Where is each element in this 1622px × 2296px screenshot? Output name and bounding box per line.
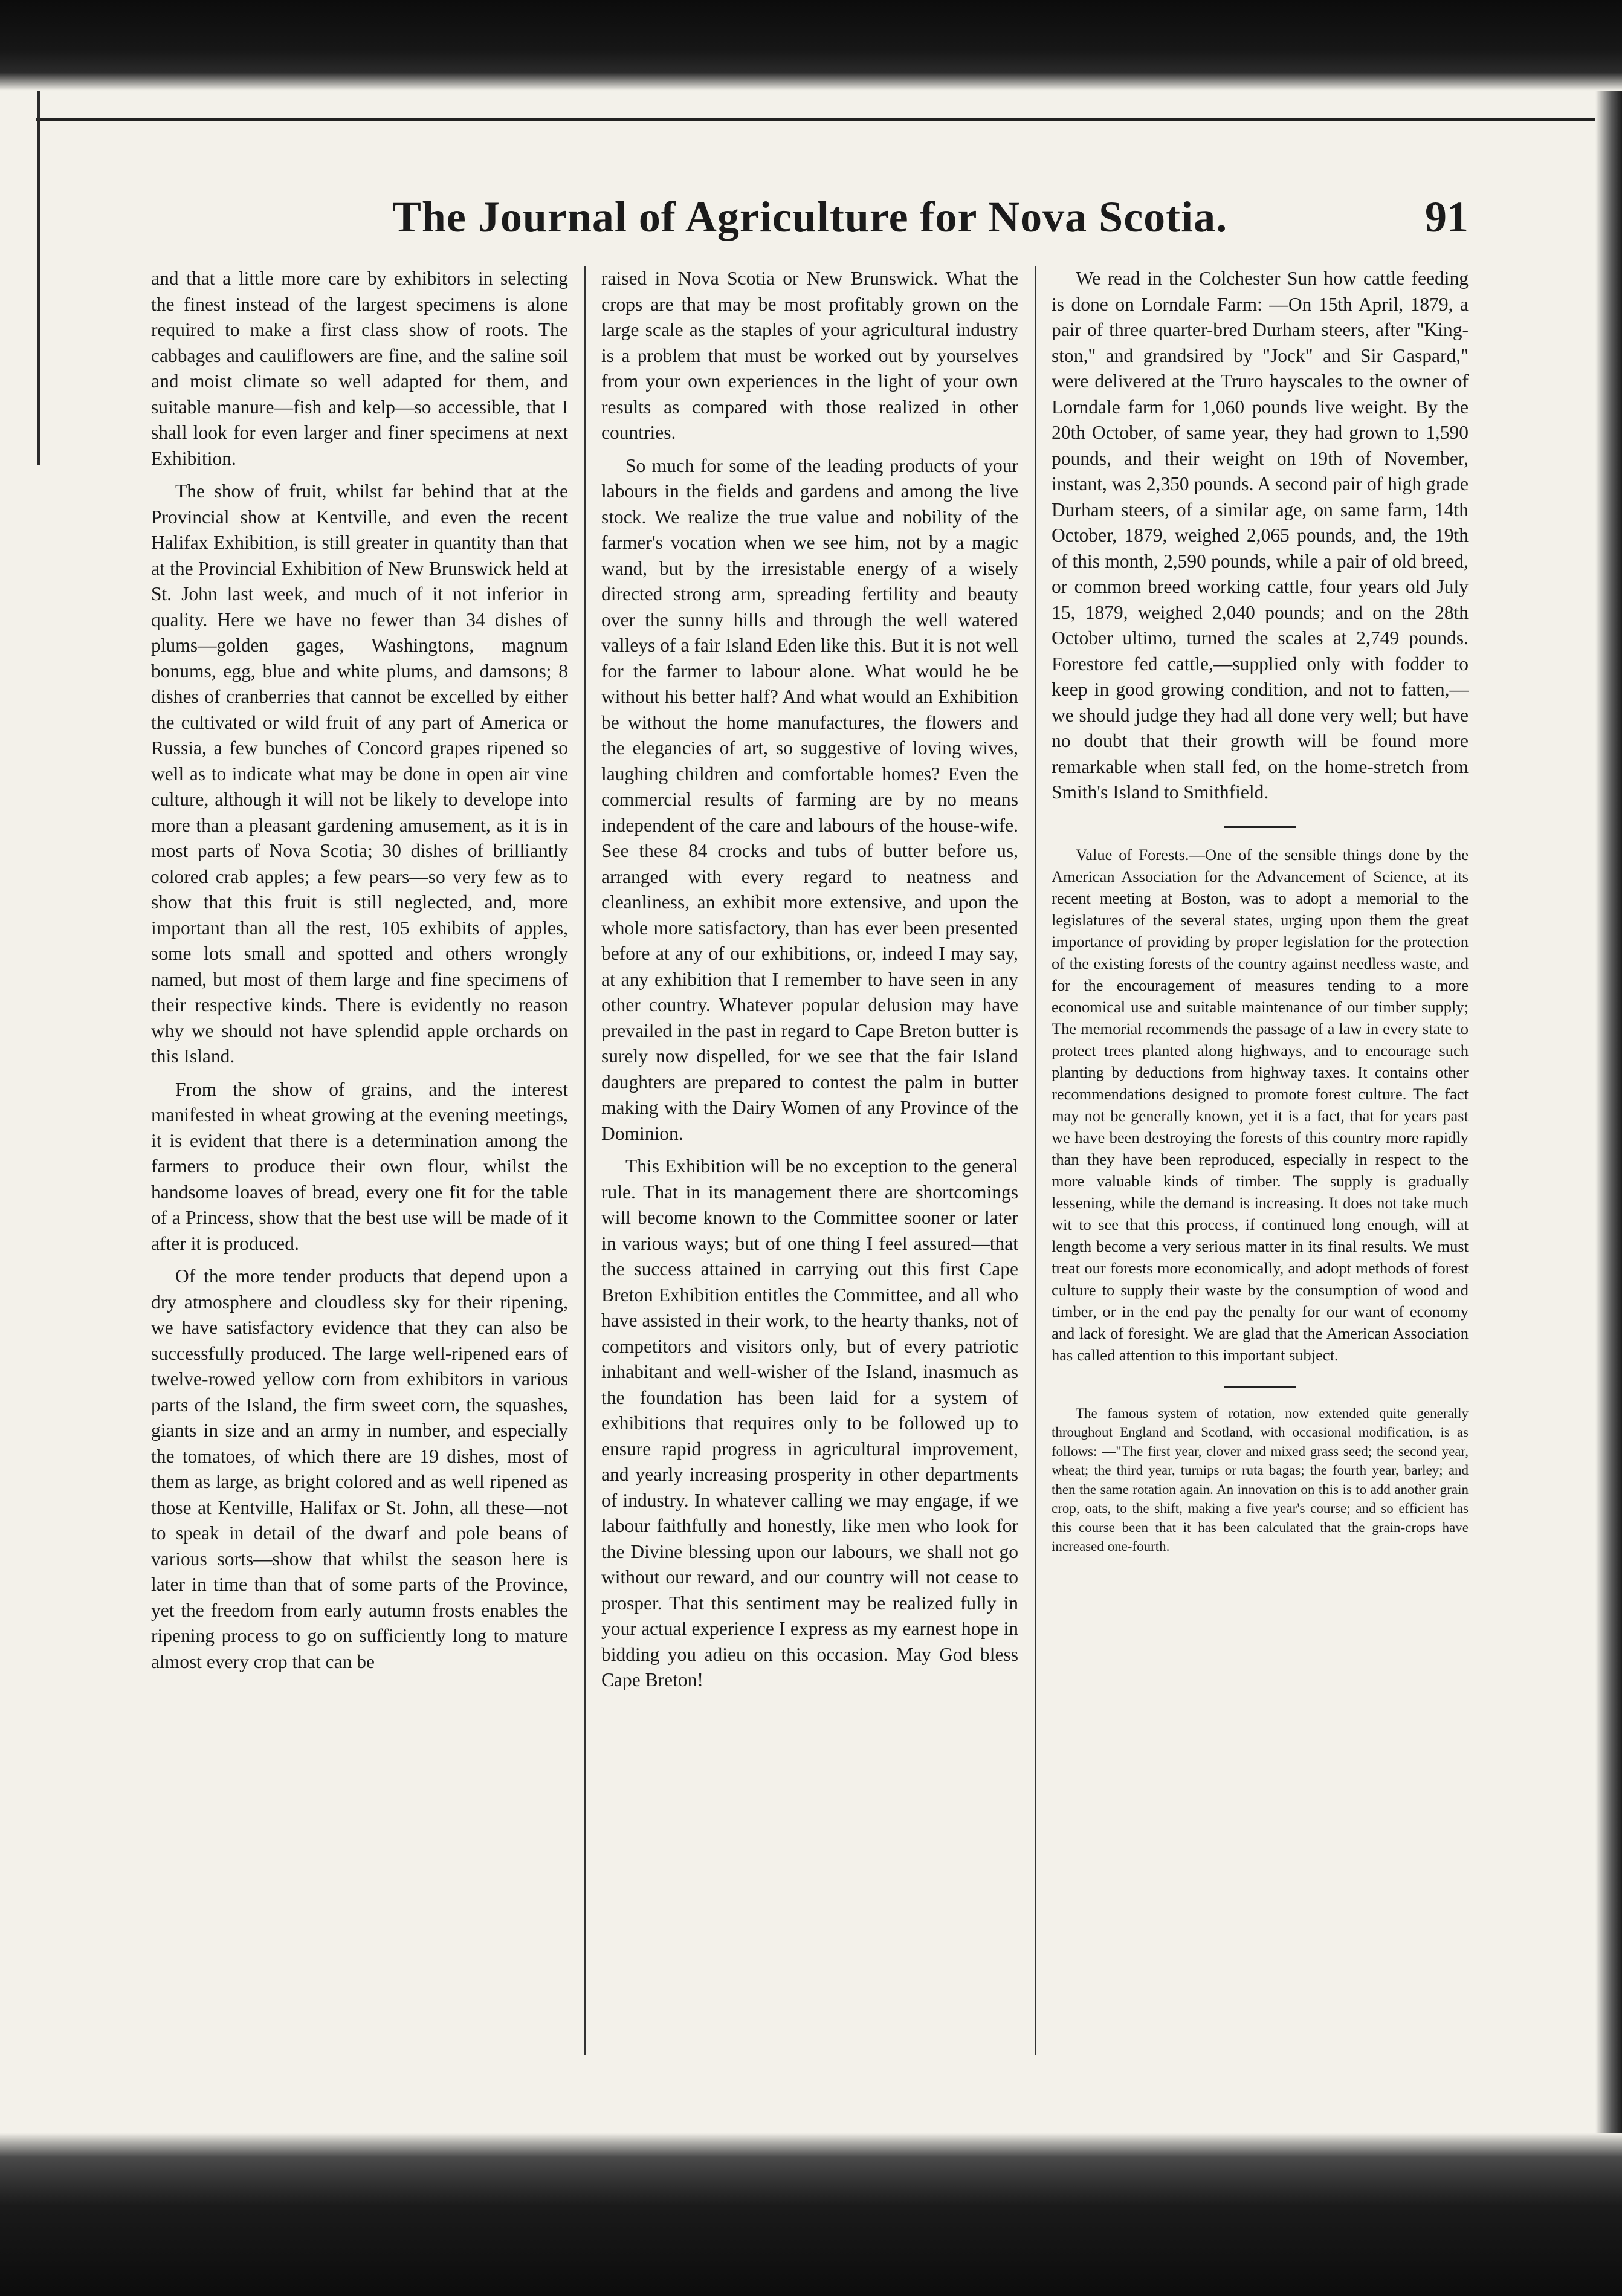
col1-paragraph-4: Of the more tender products that depend upon a dry atmosphere and cloudless sky for their ripening, we have satisfactory evidence that they can also be successfully produced. The large well-ripened ears of twelve-rowed yellow corn from exhibitors in various parts of the Island, the firm sweet corn, the squashes, giants in size and an army in number, and especially the tomatoes, of which there are 19 dishes, most of them as large, as bright colored and as well ripened as those at Kentville, Halifax or St. John, all these—not to speak in detail of the dwarf and pole beans of various sorts—show that whilst the season here is later in time than that of some parts of the Province, yet the freedom from early autumn frosts enables the ripening process to go on sufficiently long to mature almost every crop that can be xyxy=(151,1266,568,1672)
col1-paragraph-1: and that a little more care by exhibitors in selecting the finest instead of the largest specimens is alone required to make a first class show of roots. The cabbages and cauliflowers are fine, and the saline soil and moist climate so well adapted for them, and suitable manure—fish and kelp—so accessible, that I shall look for even larger and finer specimens at next Exhibition. xyxy=(151,268,568,469)
top-rule xyxy=(36,118,1595,121)
column-3 xyxy=(1052,266,1469,2055)
column-1 xyxy=(151,266,568,2055)
col3-rotation-article: The famous system of rotation, now extended quite generally throughout England and Scotland, with occasional modification, is as follows: —"The first year, clover and mixed grass seed; the second year, wheat; the third year, turnips or ruta bagas; the fourth year, barley; and then the same rotation again. An innovation on this is to add another grain crop, oats, to the shift, making a five year's course; and so efficient has this course been that it has been calculated that the grain-crops have increased one-fourth. xyxy=(1052,1405,1469,1554)
left-margin-rule xyxy=(37,91,40,465)
scan-right-edge xyxy=(1595,91,1622,2133)
page-header xyxy=(151,192,1469,259)
column-2 xyxy=(601,266,1018,2055)
column-rule-2 xyxy=(1035,266,1036,2055)
column-rule-1 xyxy=(584,266,586,2055)
article-divider xyxy=(1224,826,1296,828)
col1-paragraph-3: From the show of grains, and the interest manifested in wheat growing at the evening meetings, it is evident that there is a determination among the farmers to produce their own flour, whilst the handsome loaves of bread, every one fit for the table of a Princess, show that the best use will be made of it after it is produced. xyxy=(151,1078,568,1254)
col3-cattle-feeding-article: We read in the Colchester Sun how cattle feeding is done on Lorndale Farm: —On 15th April, 1879, a pair of three quarter-bred Durham steers, after "King-ston," and grandsired by "Jock" and Sir Gaspard," were delivered at the Truro hayscales to the owner of Lorndale farm for 1,060 pounds live weight. By the 20th October, of same year, they had grown to 1,590 pounds, and their weight on 19th of November, instant, was 2,350 pounds. A second pair of high grade Durham steers, of a similar age, on same farm, 14th October, 1879, weighed 2,065 pounds, and, the 19th of this month, 2,590 pounds, while a pair of old breed, or common breed working cattle, four years old July 15, 1879, weighed 2,040 pounds; and on the 28th October ultimo, turned the scales at 2,749 pounds. Forestore fed cattle,—supplied only with fodder to keep in good growing condition, and not to fatten,—we should judge they had all done very well; but have no doubt that their growth will be found more remarkable when stall fed, on the home-stretch from Smith's Island to Smithfield. xyxy=(1052,268,1469,803)
scan-bottom-border xyxy=(0,2133,1622,2296)
text-columns xyxy=(151,266,1469,2055)
col1-paragraph-2: The show of fruit, whilst far behind that at the Provincial show at Kentville, and even the recent Halifax Exhibition, is still greater in quantity than that at the Provincial Exhibition of New Brunswick held at St. John last week, and much of it not inferior in quality. Here we have no fewer than 34 dishes of plums—golden gages, Washingtons, magnum bonums, egg, blue and white plums, and damsons; 8 dishes of cranberries that cannot be excelled by either the cultivated or wild fruit of any part of America or Russia, a few bunches of Concord grapes ripened so well as to indicate what may be done in open air vine culture, although it will not be likely to develope into more than a pleasant gardening amusement, as it is in most parts of Nova Scotia; 30 dishes of brilliantly colored crab apples; a few pears—so very few as to show that this fruit is still neglected, and, more important than all the rest, 105 exhibits of apples, some lots small and spotted and others wrongly named, but most of them large and fine specimens of their respective kinds. There is evidently no reason why we should not have splendid apple orchards on this Island. xyxy=(151,480,568,1067)
col2-paragraph-2: So much for some of the leading products of your labours in the fields and gardens and among the live stock. We realize the true value and nobility of the farmer's vocation when we see him, not by a magic wand, but by the irresistable energy of a wisely directed strong arm, spreading fertility and beauty over the sunny hills and through the well watered valleys of a fair Island Eden like this. But it is not well for the farmer to labour alone. What would he be without his better half? And what would an Exhibition be without the home manufactures, the flowers and the elegancies of art, so suggestive of loving wives, laughing children and comfortable homes? Even the commercial results of farming are by no means independent of the care and labours of the house-wife. See these 84 crocks and tubs of butter before us, arranged with every regard to neatness and cleanliness, an exhibit more extensive, and upon the whole more satisfactory, than has ever been presented before at any of our exhibitions, or, indeed I may say, at any exhibition that I remember to have seen in any other country. Whatever popular delusion may have prevailed in the past in regard to Cape Breton butter is surely now dispelled, for we see that the fair Island daughters are prepared to contest the palm in butter making with the Dairy Women of any Province of the Dominion. xyxy=(601,454,1018,1144)
col3-value-of-forests-article: Value of Forests.—One of the sensible things done by the American Association for the Advancement of Science, at its recent meeting at Boston, was to adopt a memorial to the legislatures of the several states, urging upon them the great importance of providing by proper legislation for the protection of the existing forests of the country against needless waste, and for the encouragement of measures tending to a more economical use and suitable maintenance of our timber supply; The memorial recommends the passage of a law in every state to protect trees planted along highways, and to encourage such planting by deductions from highway taxes. It contains other recommendations designed to promote forest culture. The fact may not be generally known, yet it is a fact, that for years past we have been destroying the forests of this country more rapidly than they have been reproduced, especially in respect to the more valuable kinds of timber. The supply is gradually lessening, while the demand is increasing. It does not take much wit to see that this process, if continued long enough, will at length become a very serious matter in its final results. We must treat our forests more economically, and adopt methods of forest culture to supply their waste by the consumption of wood and timber, or in the end pay the penalty for our want of economy and lack of foresight. We are glad that the American Association has called attention to this important subject. xyxy=(1052,845,1469,1364)
col2-paragraph-1: raised in Nova Scotia or New Brunswick. What the crops are that may be most profitably grown on the large scale as the staples of your agricultural industry is a problem that must be worked out by yourselves from your own experiences in the light of your own results as compared with those realized in other countries. xyxy=(601,268,1018,443)
journal-title: The Journal of Agriculture for Nova Scotia. xyxy=(392,193,1228,241)
page-number: 91 xyxy=(1425,193,1469,241)
col2-paragraph-3: This Exhibition will be no exception to the general rule. That in its management there are shortcomings will become known to the Committee sooner or later in various ways; but of one thing I feel assured—that the success attained in carrying out this first Cape Breton Exhibition entitles the Committee, and all who have assisted in their work, to the hearty thanks, not of competitors and visitors only, but of every patriotic inhabitant and well-wisher of the Island, inasmuch as the foundation has been laid for a system of exhibitions that requires only to be followed up to ensure rapid progress in agricultural improvement, and yearly increasing prosperity in other departments of industry. In whatever calling we may engage, if we labour faithfully and honestly, like men who look for the Divine blessing upon our labours, we shall not go without our reward, and our country will not cease to prosper. That this sentiment may be realized fully in your actual experience I express as my earnest hope in bidding you adieu on this occasion. May God bless Cape Breton! xyxy=(601,1156,1018,1690)
article-divider-2 xyxy=(1224,1386,1296,1388)
scan-top-border xyxy=(0,0,1622,91)
